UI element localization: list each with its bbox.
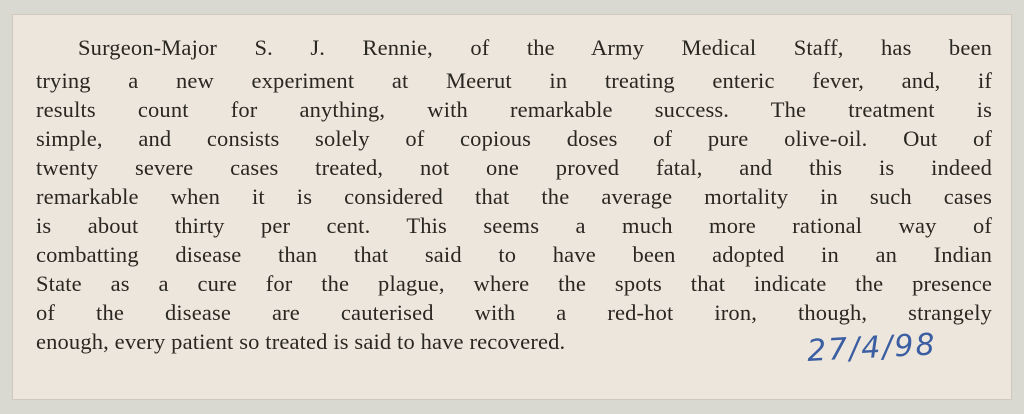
article-line-5: twenty severe cases treated, not one proved fatal, and this is indeed (36, 155, 992, 180)
article-line-8: combatting disease than that said to have been adopted in an Indian (36, 242, 992, 267)
article-line-6: remarkable when it is considered that the average mortality in such cases (36, 184, 992, 209)
article-line-10: of the disease are cauterised with a red-hot iron, though, strangely (36, 300, 992, 325)
article-line-7: is about thirty per cent. This seems a much more rational way of (36, 213, 992, 238)
article-line-3: results count for anything, with remarkable success. The treatment is (36, 97, 992, 122)
handwritten-date: 27/4/98 (806, 327, 938, 369)
article-line-2: trying a new experiment at Meerut in treating enteric fever, and, if (36, 68, 992, 93)
article-line-9: State as a cure for the plague, where the spots that indicate the presence (36, 271, 992, 296)
article-line-1: Surgeon-Major S. J. Rennie, of the Army Medical Staff, has been (78, 35, 992, 60)
article-line-11: enough, every patient so treated is said to have recovered. (36, 329, 566, 354)
article-line-4: simple, and consists solely of copious doses of pure olive-oil. Out of (36, 126, 992, 151)
